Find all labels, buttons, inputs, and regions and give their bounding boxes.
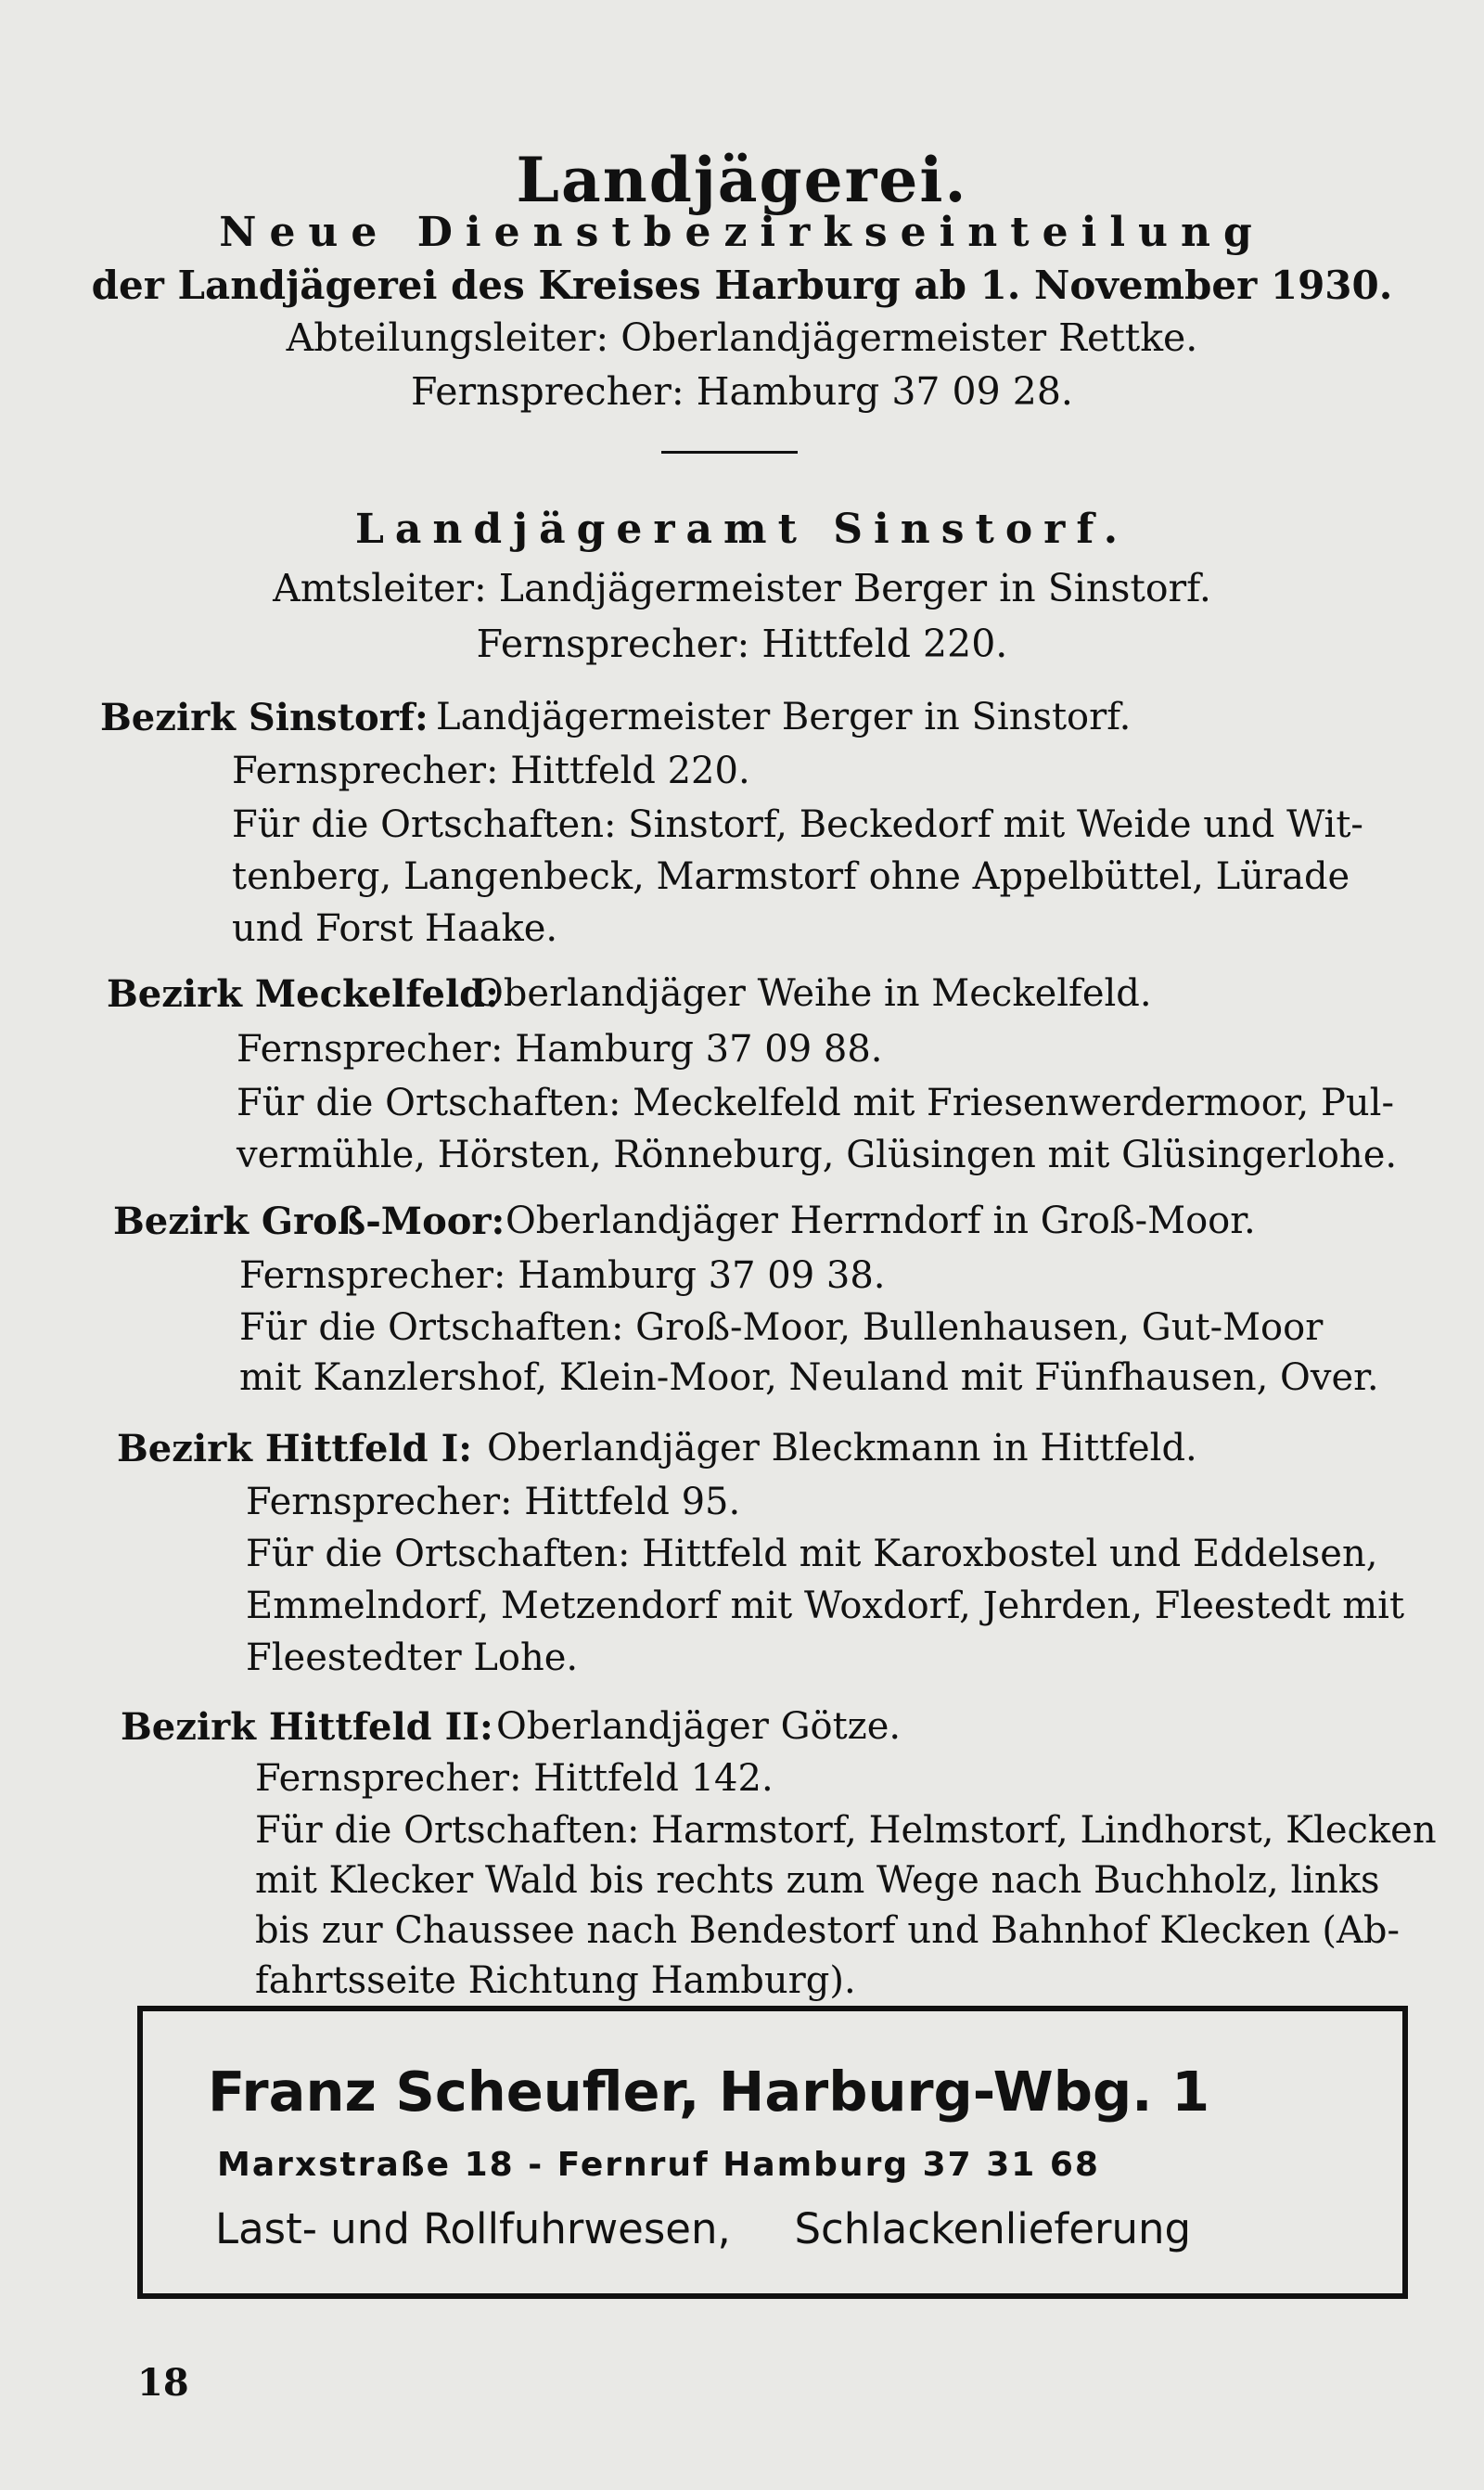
district-officer: Oberlandjäger Weihe in Meckelfeld.: [473, 972, 1152, 1015]
district-places-line: Emmelndorf, Metzendorf mit Woxdorf, Jehrden, Fleestedt mit: [246, 1585, 1405, 1627]
district-places-line: tenberg, Langenbeck, Marmstorf ohne Appelbüttel, Lürade: [232, 855, 1350, 898]
district-label: Bezirk Meckelfeld:: [107, 972, 499, 1016]
department-phone: Fernsprecher: Hamburg 37 09 28.: [411, 369, 1073, 414]
district-phone: Fernsprecher: Hamburg 37 09 38.: [239, 1254, 886, 1297]
district-places-line: Für die Ortschaften: Sinstorf, Beckedorf mit Weide und Wit-: [232, 803, 1363, 846]
district-label: Bezirk Sinstorf:: [100, 696, 429, 739]
district-places-line: und Forst Haake.: [232, 907, 558, 950]
district-officer: Oberlandjäger Götze.: [496, 1705, 902, 1748]
district-label: Bezirk Hittfeld I:: [117, 1427, 473, 1470]
district-places-line: Fleestedter Lohe.: [246, 1636, 579, 1679]
district-officer: Oberlandjäger Herrndorf in Groß-Moor.: [505, 1200, 1256, 1242]
district-places-line: mit Kanzlershof, Klein-Moor, Neuland mit Fünfhausen, Over.: [239, 1356, 1379, 1399]
ad-services: [215, 2204, 1191, 2253]
ad-service-slag: Schlackenlieferung: [794, 2204, 1192, 2253]
district-places-line: fahrtsseite Richtung Hamburg).: [255, 1959, 856, 2002]
office-leader: Amtsleiter: Landjägermeister Berger in Sinstorf.: [273, 566, 1211, 610]
district-label: Bezirk Groß-Moor:: [113, 1200, 505, 1243]
divider: [661, 451, 798, 454]
district-phone: Fernsprecher: Hittfeld 95.: [246, 1481, 741, 1523]
district-officer: Oberlandjäger Bleckmann in Hittfeld.: [487, 1427, 1197, 1470]
ad-address: Marxstraße 18 - Fernruf Hamburg 37 31 68: [217, 2146, 1100, 2184]
district-places-line: Für die Ortschaften: Hittfeld mit Karoxbostel und Eddelsen,: [246, 1533, 1378, 1575]
office-title: Landjägeramt Sinstorf.: [354, 506, 1130, 553]
subtitle: Neue Dienstbezirkseinteilung: [219, 209, 1265, 256]
district-label: Bezirk Hittfeld II:: [121, 1705, 493, 1749]
page-number: 18: [137, 2361, 189, 2405]
district-places-line: Für die Ortschaften: Groß-Moor, Bullenhausen, Gut-Moor: [239, 1306, 1324, 1349]
subtitle-date: der Landjägerei des Kreises Harburg ab 1. November 1930.: [91, 263, 1393, 308]
ad-company-name: Franz Scheufler, Harburg-Wbg. 1: [208, 2060, 1210, 2124]
advertisement-box: [137, 2006, 1408, 2299]
district-places-line: bis zur Chaussee nach Bendestorf und Bahnhof Klecken (Ab-: [255, 1909, 1401, 1952]
district-places-line: Für die Ortschaften: Harmstorf, Helmstorf, Lindhorst, Klecken: [255, 1809, 1437, 1852]
district-places-line: Für die Ortschaften: Meckelfeld mit Friesenwerdermoor, Pul-: [237, 1082, 1394, 1124]
page-title: Landjägerei.: [516, 144, 968, 216]
district-phone: Fernsprecher: Hittfeld 220.: [232, 750, 750, 792]
district-phone: Fernsprecher: Hamburg 37 09 88.: [237, 1028, 883, 1071]
ad-service-transport: Last- und Rollfuhrwesen,: [215, 2204, 731, 2253]
district-officer: Landjägermeister Berger in Sinstorf.: [436, 696, 1132, 738]
district-phone: Fernsprecher: Hittfeld 142.: [255, 1757, 774, 1800]
district-places-line: mit Klecker Wald bis rechts zum Wege nach Buchholz, links: [255, 1859, 1380, 1902]
department-leader: Abteilungsleiter: Oberlandjägermeister Rettke.: [286, 315, 1198, 360]
office-phone: Fernsprecher: Hittfeld 220.: [476, 622, 1008, 666]
district-places-line: vermühle, Hörsten, Rönneburg, Glüsingen mit Glüsingerlohe.: [237, 1134, 1398, 1176]
